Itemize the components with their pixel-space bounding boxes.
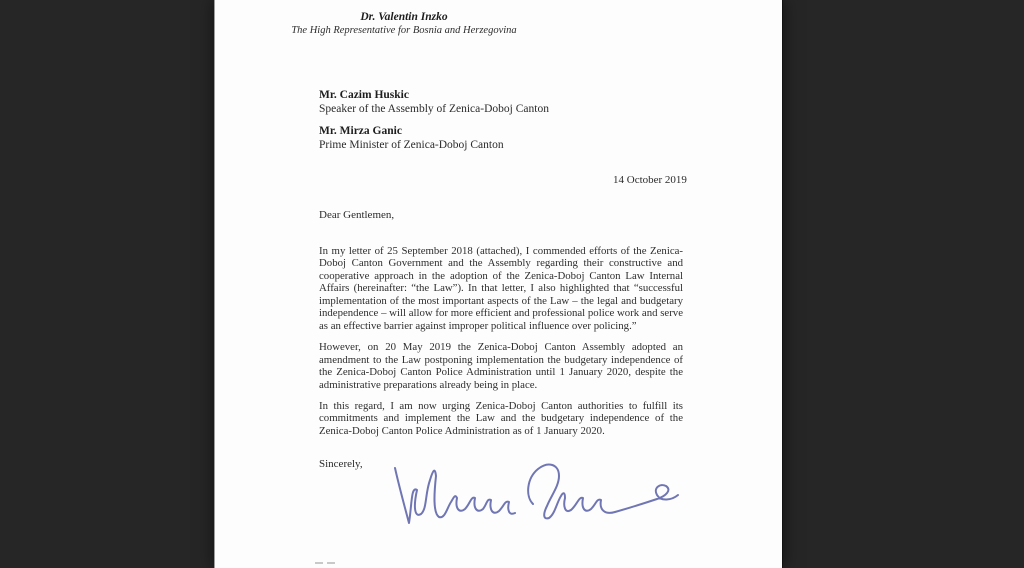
recipient-block-2 (319, 125, 549, 152)
letter-page (214, 0, 783, 568)
body-paragraph-3: In this regard, I am now urging Zenica-Doboj Canton authorities to fulfill its commitments and implement the Law and the budgetary independence of the Zenica-Doboj Canton Police Administration as of 1 January 2020. (319, 399, 683, 437)
signature (375, 452, 685, 540)
signature-stroke (395, 468, 515, 523)
signature-stroke-2 (528, 465, 678, 519)
letter-date: 14 October 2019 (613, 174, 687, 186)
recipient-list (319, 89, 549, 152)
recipient-name: Mr. Mirza Ganic (319, 125, 402, 137)
recipient-role: Speaker of the Assembly of Zenica-Doboj Canton (319, 102, 549, 115)
letterhead-name: Dr. Valentin Inzko (360, 11, 448, 23)
letterhead (215, 11, 593, 37)
recipient-role: Prime Minister of Zenica-Doboj Canton (319, 138, 504, 151)
footer-cutoff-mark (315, 562, 341, 565)
letterhead-title: The High Representative for Bosnia and Herzegovina (291, 25, 517, 36)
salutation: Dear Gentlemen, (319, 209, 395, 221)
body-paragraph-2: However, on 20 May 2019 the Zenica-Doboj Canton Assembly adopted an amendment to the Law postponing implementation the budgetary independence of the Zenica-Doboj Canton Police Administration until 1 January 2020, despite the administrative preparations already being in place. (319, 341, 683, 391)
letter-body (319, 245, 683, 446)
closing: Sincerely, (319, 458, 363, 470)
recipient-block-1 (319, 89, 549, 116)
body-paragraph-1: In my letter of 25 September 2018 (attached), I commended efforts of the Zenica-Doboj Canton Government and the Assembly regarding their constructive and cooperative approach in the adoption of the Zenica-Doboj Canton Law Internal Affairs (hereinafter: “the Law”). In that letter, I also highlighted that “successful implementation of the most important aspects of the Law – the legal and budgetary independence – will allow for more efficient and professional police work and serve as an effective barrier against improper political influence over policing.” (319, 245, 683, 332)
recipient-name: Mr. Cazim Huskic (319, 89, 409, 101)
